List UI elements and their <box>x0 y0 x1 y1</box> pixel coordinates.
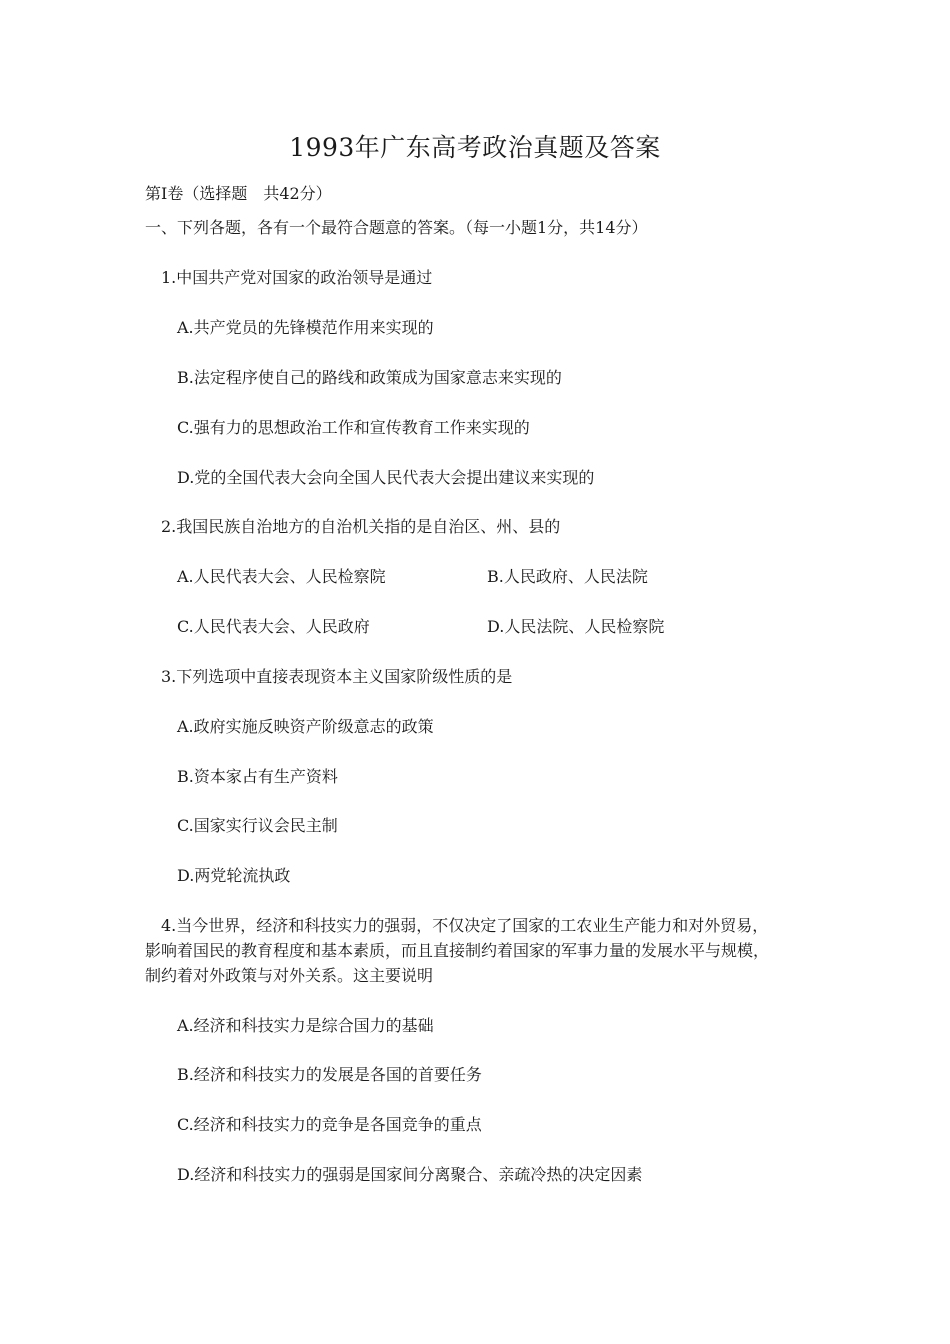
question-1-stem: 1.中国共产党对国家的政治领导是通过 <box>161 268 433 287</box>
question-2-stem: 2.我国民族自治地方的自治机关指的是自治区、州、县的 <box>161 517 561 536</box>
question-3-option-b: B.资本家占有生产资料 <box>177 767 338 786</box>
page-title: 1993年广东高考政治真题及答案 <box>289 133 661 162</box>
question-2-option-b: B.人民政府、人民法院 <box>487 567 648 586</box>
question-1-option-a: A.共产党员的先锋模范作用来实现的 <box>177 318 434 337</box>
question-4-option-c: C.经济和科技实力的竞争是各国竞争的重点 <box>177 1115 482 1134</box>
question-4-stem-line-1: 4.当今世界，经济和科技实力的强弱，不仅决定了国家的工农业生产能力和对外贸易， <box>161 916 769 935</box>
question-1-option-c: C.强有力的思想政治工作和宣传教育工作来实现的 <box>177 418 530 437</box>
question-4-option-d: D.经济和科技实力的强弱是国家间分离聚合、亲疏冷热的决定因素 <box>177 1165 643 1184</box>
question-1-option-d: D.党的全国代表大会向全国人民代表大会提出建议来实现的 <box>177 468 595 487</box>
question-2-option-a: A.人民代表大会、人民检察院 <box>177 567 386 586</box>
question-3-option-d: D.两党轮流执政 <box>177 866 291 885</box>
question-1-option-b: B.法定程序使自己的路线和政策成为国家意志来实现的 <box>177 368 562 387</box>
question-4-stem-line-3: 制约着对外政策与对外关系。这主要说明 <box>145 966 434 985</box>
question-2-option-c: C.人民代表大会、人民政府 <box>177 617 370 636</box>
question-4-option-a: A.经济和科技实力是综合国力的基础 <box>177 1016 434 1035</box>
question-4-option-b: B.经济和科技实力的发展是各国的首要任务 <box>177 1065 482 1084</box>
part-one-instructions: 一、下列各题，各有一个最符合题意的答案。（每一小题1分，共14分） <box>145 218 648 237</box>
section-header: 第Ⅰ卷（选择题 共42分） <box>145 184 332 203</box>
question-4-stem-line-2: 影响着国民的教育程度和基本素质，而且直接制约着国家的军事力量的发展水平与规模， <box>145 941 770 960</box>
question-3-stem: 3.下列选项中直接表现资本主义国家阶级性质的是 <box>161 667 513 686</box>
question-3-option-c: C.国家实行议会民主制 <box>177 816 338 835</box>
question-2-option-d: D.人民法院、人民检察院 <box>487 617 665 636</box>
question-3-option-a: A.政府实施反映资产阶级意志的政策 <box>177 717 434 736</box>
